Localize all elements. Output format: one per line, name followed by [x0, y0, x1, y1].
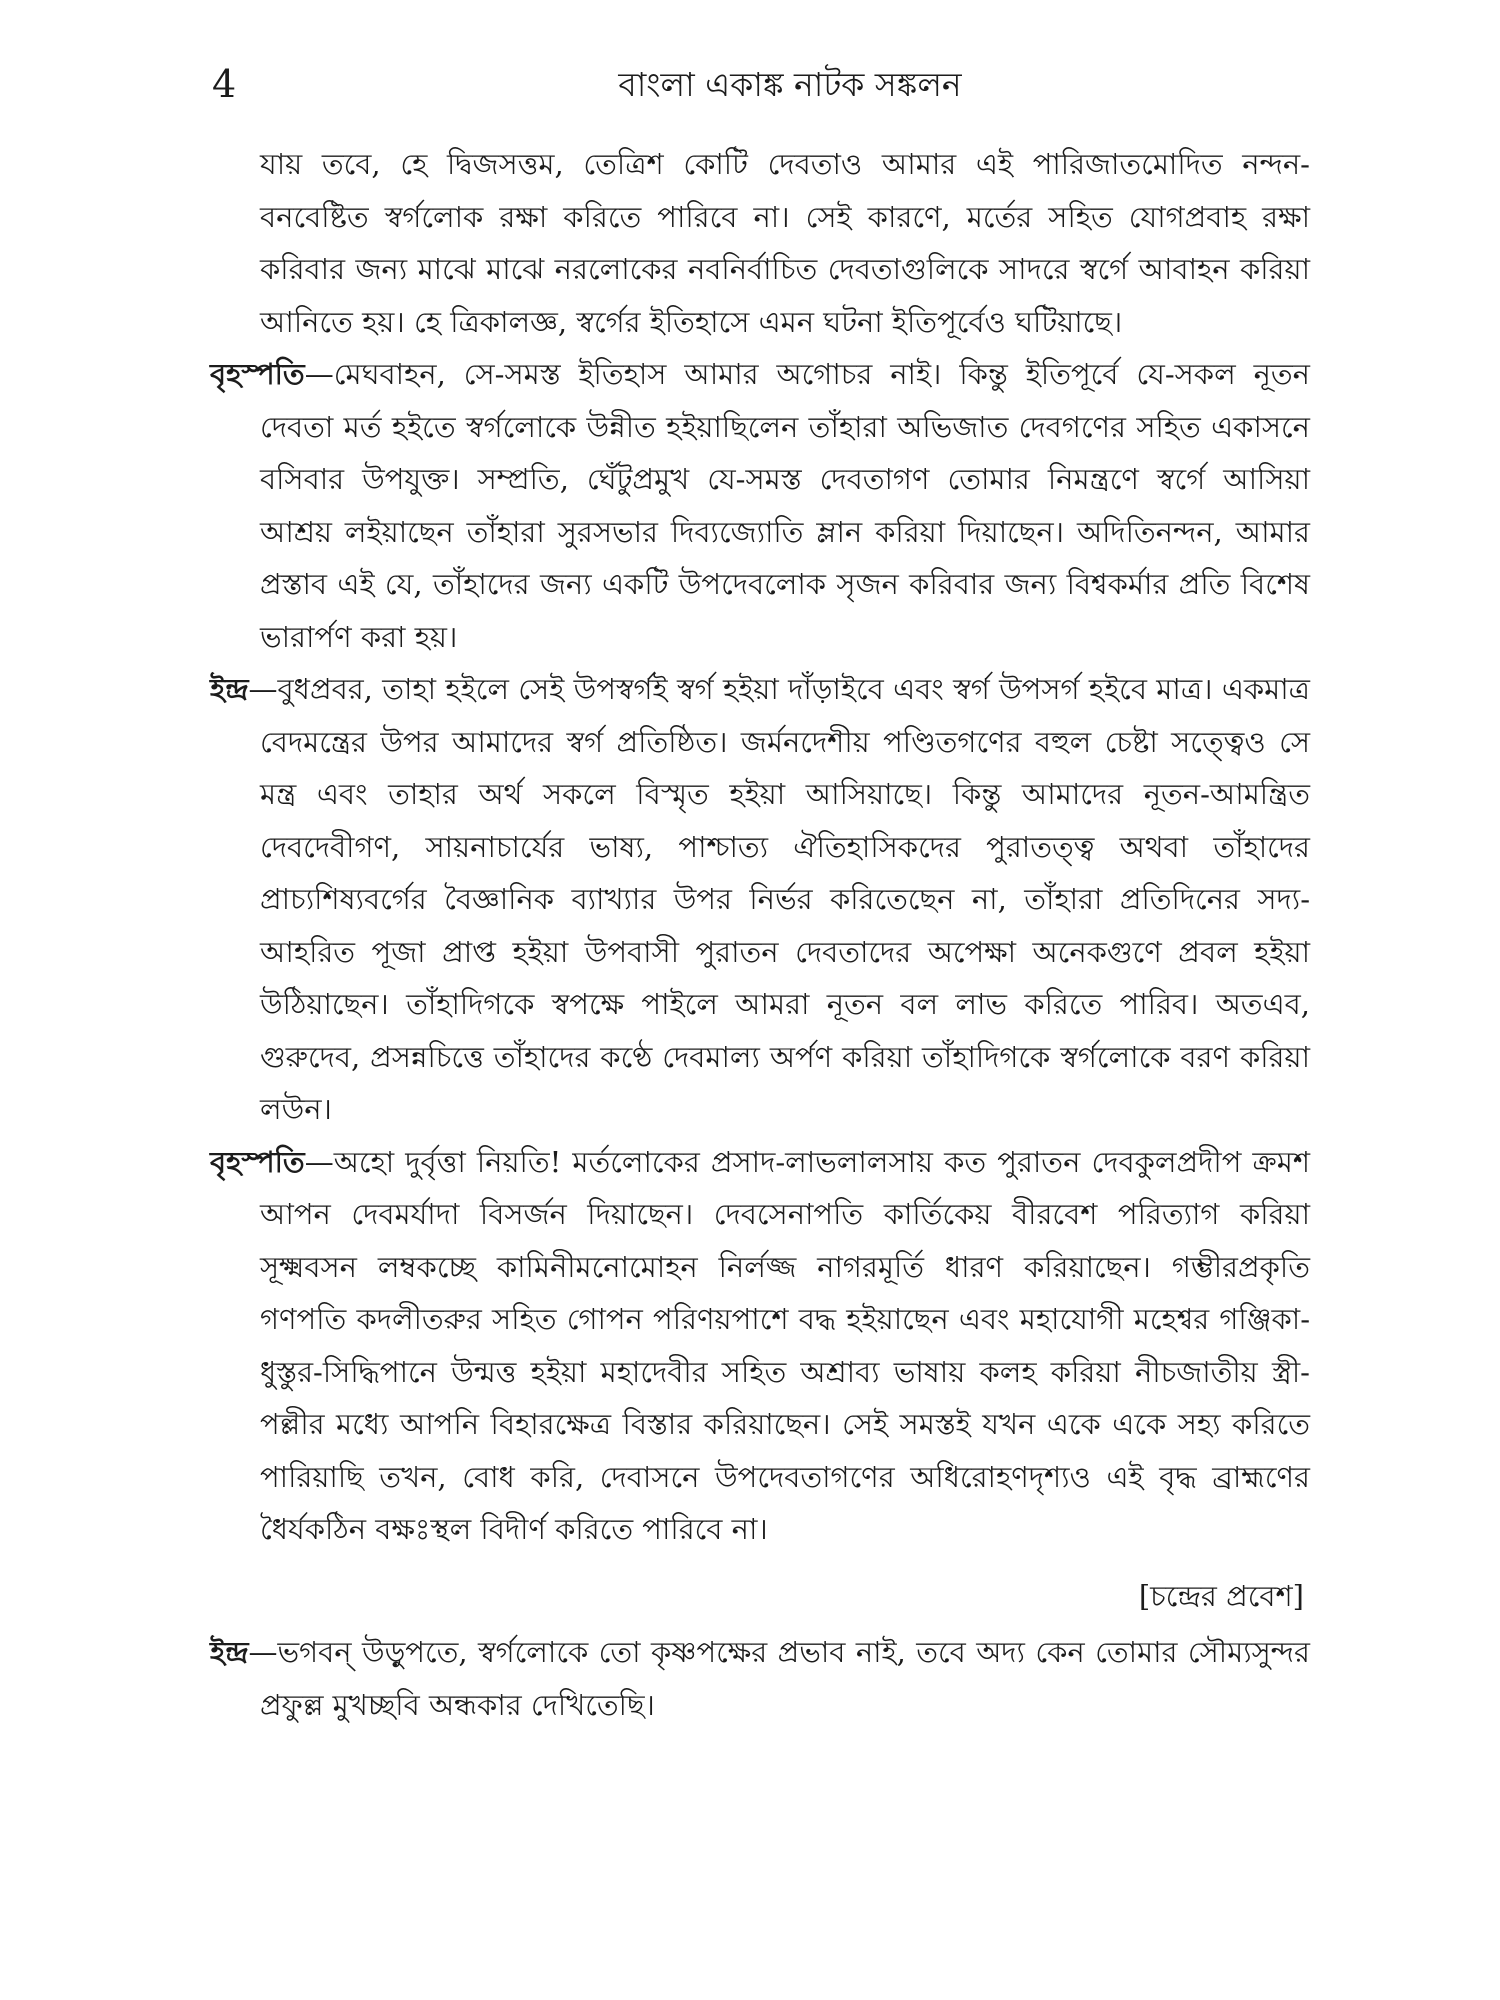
speaker-dash: —	[304, 357, 334, 391]
speaker-dash: —	[248, 672, 278, 706]
speech-text: বুধপ্রবর, তাহা হইলে সেই উপস্বর্গই স্বর্গ হইয়া দাঁড়াইবে এবং স্বর্গ উপসর্গ হইবে মাত্র। একমাত্র বেদমন্ত্রের উপর আমাদের স্বর্গ প্রতিষ্ঠিত। জর্মনদেশীয় পণ্ডিতগণের বহুল চেষ্টা সত্ত্বেও সে মন্ত্র এবং তাহার অর্থ সকলে বিস্মৃত হইয়া আসিয়াছে। কিন্তু আমাদের নূতন-আমন্ত্রিত দেবদেবীগণ, সায়নাচার্যের ভাষ্য, পাশ্চাত্য ঐতিহাসিকদের পুরাতত্ত্ব অথবা তাঁহাদের প্রাচ্যশিষ্যবর্গের বৈজ্ঞানিক ব্যাখ্যার উপর নির্ভর করিতেছেন না, তাঁহারা প্রতিদিনের সদ্য-আহরিত পূজা প্রাপ্ত হইয়া উপবাসী পুরাতন দেবতাদের অপেক্ষা অনেকগুণে প্রবল হইয়া উঠিয়াছেন। তাঁহাদিগকে স্বপক্ষে পাইলে আমরা নূতন বল লাভ করিতে পারিব। অতএব, গুরুদেব, প্রসন্নচিত্তে তাঁহাদের কণ্ঠে দেবমাল্য অর্পণ করিয়া তাঁহাদিগকে স্বর্গলোকে বরণ করিয়া লউন।	[260, 672, 1310, 1126]
speaker-name: বৃহস্পতি	[210, 1144, 305, 1179]
speaker-name: ইন্দ্র	[210, 672, 249, 706]
speech-text: অহো দুর্বৃত্তা নিয়তি! মর্তলোকের প্রসাদ-লাভলালসায় কত পুরাতন দেবকুলপ্রদীপ ক্রমশ আপন দেবমর্যাদা বিসর্জন দিয়াছেন। দেবসেনাপতি কার্তিকেয় বীরবেশ পরিত্যাগ করিয়া সূক্ষ্মবসন লম্বকচ্ছে কামিনীমনোমোহন নির্লজ্জ নাগরমূর্তি ধারণ করিয়াছেন। গম্ভীরপ্রকৃতি গণপতি কদলীতরুর সহিত গোপন পরিণয়পাশে বদ্ধ হইয়াছেন এবং মহাযোগী মহেশ্বর গঞ্জিকা-ধুস্তুর-সিদ্ধিপানে উন্মত্ত হইয়া মহাদেবীর সহিত অশ্রাব্য ভাষায় কলহ করিয়া নীচজাতীয় স্ত্রী-পল্লীর মধ্যে আপনি বিহারক্ষেত্র বিস্তার করিয়াছেন। সেই সমস্তই যখন একে একে সহ্য করিতে পারিয়াছি তখন, বোধ করি, দেবাসনে উপদেবতাগণের অধিরোহণদৃশ্যও এই বৃদ্ধ ব্রাহ্মণের ধৈর্যকঠিন বক্ষঃস্থল বিদীর্ণ করিতে পারিবে না।	[260, 1144, 1310, 1546]
running-title: বাংলা একাঙ্ক নাটক সঙ্কলন	[618, 65, 962, 104]
speech-text: মেঘবাহন, সে-সমস্ত ইতিহাস আমার অগোচর নাই। কিন্তু ইতিপূর্বে যে-সকল নূতন দেবতা মর্ত হইতে স্বর্গলোকে উন্নীত হইয়াছিলেন তাঁহারা অভিজাত দেবগণের সহিত একাসনে বসিবার উপযুক্ত। সম্প্রতি, ঘেঁটুপ্রমুখ যে-সমস্ত দেবতাগণ তোমার নিমন্ত্রণে স্বর্গে আসিয়া আশ্রয় লইয়াছেন তাঁহারা সুরসভার দিব্যজ্যোতি ম্লান করিয়া দিয়াছেন। অদিতিনন্দন, আমার প্রস্তাব এই যে, তাঁহাদের জন্য একটি উপদেবলোক সৃজন করিবার জন্য বিশ্বকর্মার প্রতি বিশেষ ভারার্পণ করা হয়।	[260, 357, 1310, 654]
speaker-name: বৃহস্পতি	[210, 357, 305, 391]
speaker-dash: —	[248, 1635, 278, 1669]
page-number: 4	[212, 62, 237, 106]
speech-brihaspati-1	[210, 348, 1310, 663]
continued-paragraph: যায় তবে, হে দ্বিজসত্তম, তেত্রিশ কোটি দেবতাও আমার এই পারিজাতমোদিত নন্দন-বনবেষ্টিত স্বর্গলোক রক্ষা করিতে পারিবে না। সেই কারণে, মর্তের সহিত যোগপ্রবাহ রক্ষা করিবার জন্য মাঝে মাঝে নরলোকের নবনির্বাচিত দেবতাগুলিকে সাদরে স্বর্গে আবাহন করিয়া আনিতে হয়। হে ত্রিকালজ্ঞ, স্বর্গের ইতিহাসে এমন ঘটনা ইতিপূর্বেও ঘটিয়াছে।	[260, 147, 1310, 339]
speaker-name: ইন্দ্র	[210, 1635, 249, 1669]
speech-indra-2	[210, 1626, 1310, 1731]
speech-text: ভগবন্ উড়ুপতে, স্বর্গলোকে তো কৃষ্ণপক্ষের প্রভাব নাই, তবে অদ্য কেন তোমার সৌম্যসুন্দর প্রফুল্ল মুখচ্ছবি অন্ধকার দেখিতেছি।	[260, 1635, 1310, 1722]
stage-direction: [চন্দ্রের প্রবেশ]	[1138, 1578, 1304, 1613]
speaker-dash: —	[304, 1144, 334, 1179]
speech-indra-1	[210, 663, 1310, 1136]
play-text	[210, 138, 1310, 1731]
speech-brihaspati-2	[210, 1136, 1310, 1556]
